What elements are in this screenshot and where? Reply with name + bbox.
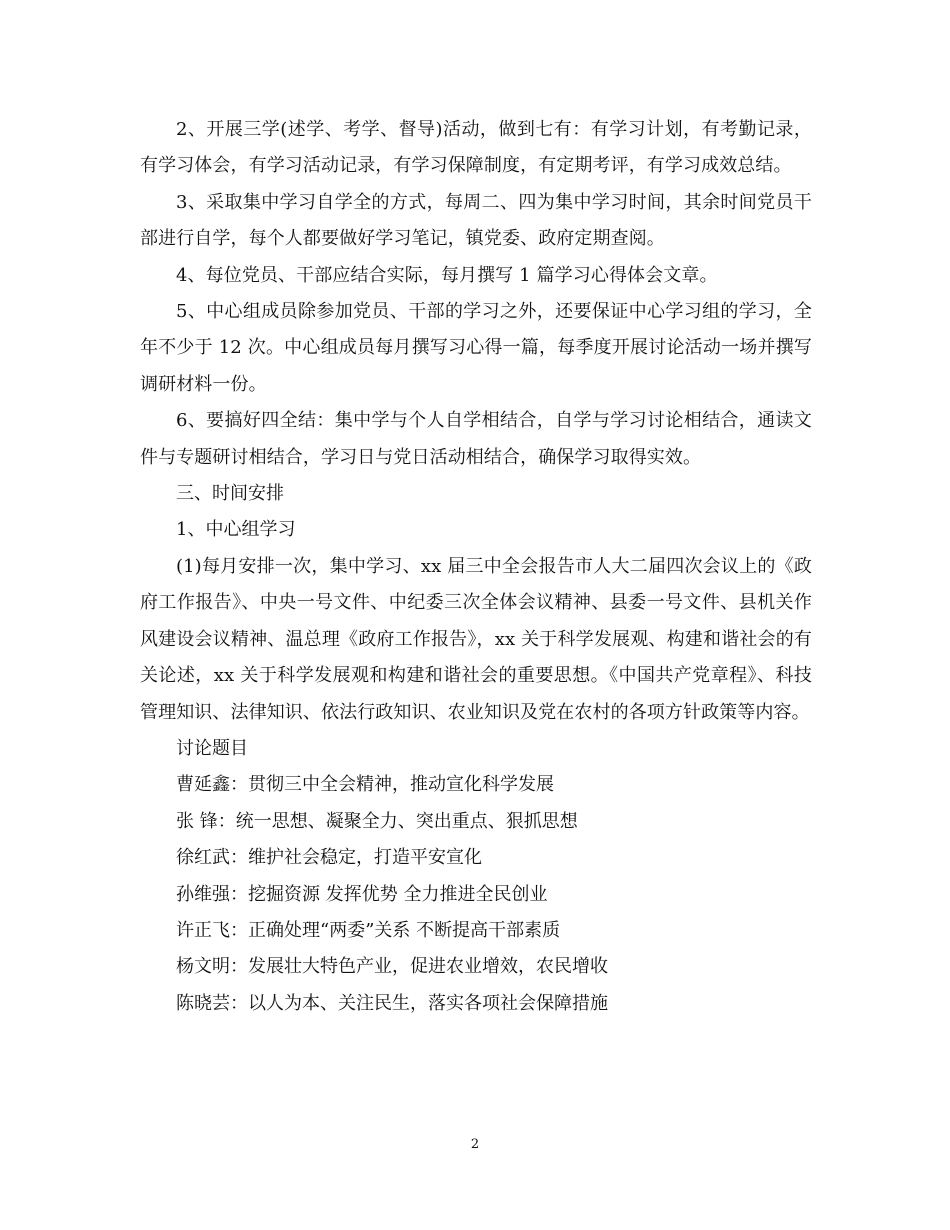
topic-item: 张 锋：统一思想、凝聚全力、突出重点、狠抓思想 [176,810,578,832]
paragraph-item-5: 5、中心组成员除参加党员、干部的学习之外，还要保证中心学习组的学习，全年不少于 12 次。中心组成员每月撰写习心得一篇，每季度开展讨论活动一场并撰写调研材料一份。 [140,301,812,395]
topic-item: 徐红武：维护社会稳定，打造平安宣化 [176,847,482,869]
topic-item: 陈晓芸：以人为本、关注民生，落实各项社会保障措施 [176,992,608,1014]
topic-item: 曹延鑫：贯彻三中全会精神，推动宣化科学发展 [176,774,554,796]
paragraph-item-3: 3、采取集中学习自学全的方式，每周二、四为集中学习时间，其余时间党员干部进行自学，每个人都要做好学习笔记，镇党委、政府定期查阅。 [140,191,812,250]
topic-item: 孙维强：挖掘资源 发挥优势 全力推进全民创业 [176,883,548,905]
document-body [140,112,812,1022]
topic-item: 许正飞：正确处理“两委”关系 不断提高干部素质 [176,919,561,941]
topic-item: 杨文明：发展壮大特色产业，促进农业增效，农民增收 [176,956,608,978]
paragraph-item-2: 2、开展三学(述学、考学、督导)活动，做到七有：有学习计划，有考勤记录，有学习体会，有学习活动记录，有学习保障制度，有定期考评，有学习成效总结。 [140,119,812,177]
topics-heading: 讨论题目 [176,737,248,759]
paragraph-item-6: 6、要搞好四全结：集中学与个人自学相结合，自学与学习讨论相结合，通读文件与专题研讨相结合，学习日与党日活动相结合，确保学习取得实效。 [140,410,812,468]
paragraph-study-content: (1)每月安排一次，集中学习、xx 届三中全会报告市人大二届四次会议上的《政府工作报告》、中央一号文件、中纪委三次全体会议精神、县委一号文件、县机关作风建设会议精神、温总理《政府工作报告》，xx 关于科学发展观、构建和谐社会的有关论述，xx 关于科学发展观和构建和谐社会的重要思想。《中国共产党章程》、科技管理知识、法律知识、依法行政知识、农业知识及党在农村的各项方针政策等内容。 [140,555,812,723]
section-heading-schedule: 三、时间安排 [176,483,284,505]
page-number: 2 [470,1137,480,1152]
topics-list [140,767,812,1022]
subsection-heading-center-group: 1、中心组学习 [176,519,296,541]
paragraph-item-4: 4、每位党员、干部应结合实际，每月撰写 1 篇学习心得体会文章。 [176,264,718,286]
